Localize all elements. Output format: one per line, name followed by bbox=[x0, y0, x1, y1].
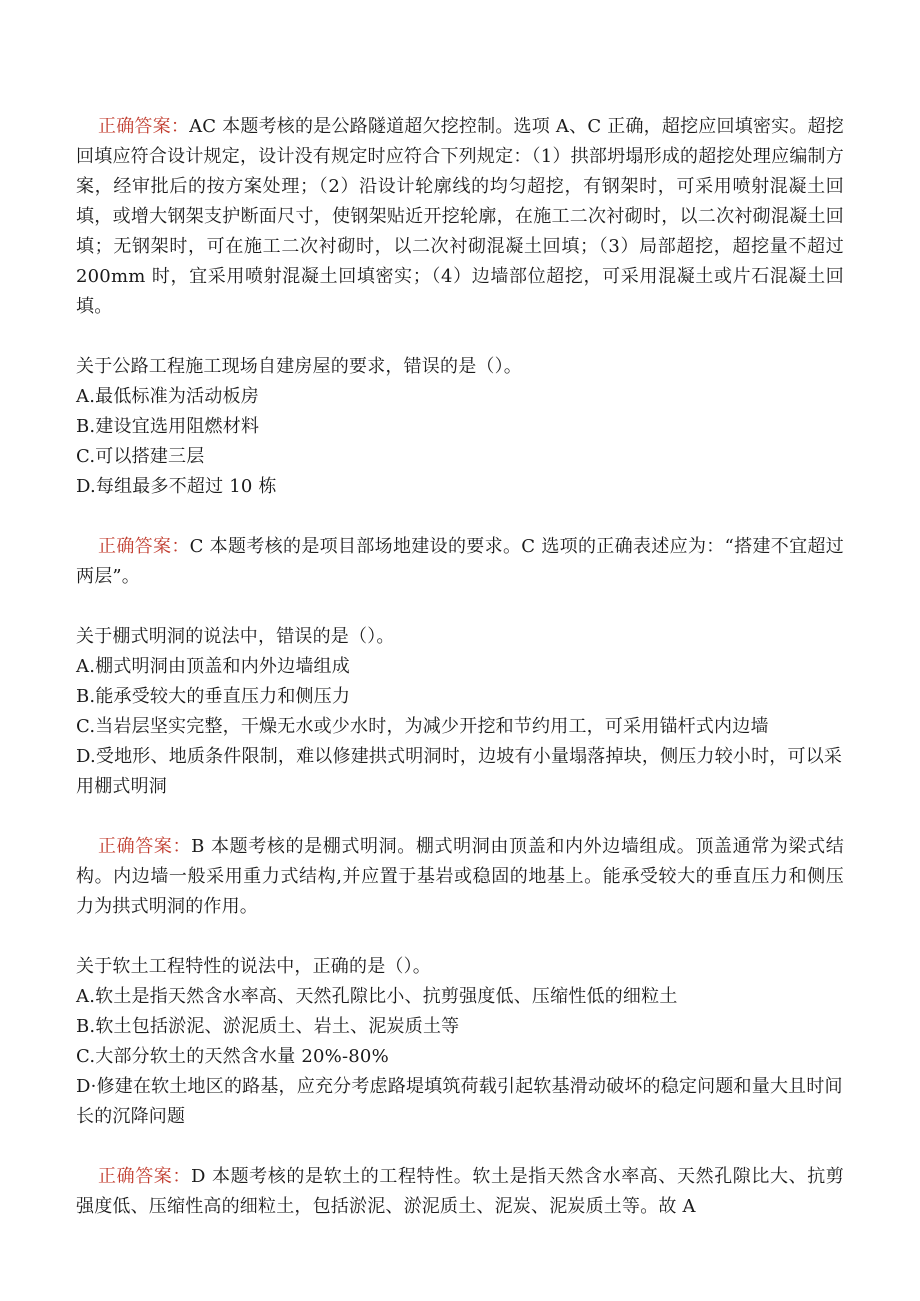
document-page bbox=[76, 112, 844, 1222]
option-c: C.可以搭建三层 bbox=[76, 446, 205, 467]
answer-label: 正确答案： bbox=[98, 116, 190, 137]
question-text: 关于软土工程特性的说法中，正确的是（）。 bbox=[76, 956, 431, 977]
question-block-2 bbox=[76, 622, 844, 802]
option-d: D.受地形、地质条件限制，难以修建拱式明洞时，边坡有小量塌落掉块，侧压力较小时，可以采用棚式明洞 bbox=[76, 746, 843, 797]
question-text: 关于公路工程施工现场自建房屋的要求，错误的是（）。 bbox=[76, 356, 522, 377]
option-a: A.最低标准为活动板房 bbox=[76, 386, 259, 407]
option-c: C.大部分软土的天然含水量 20%-80% bbox=[76, 1046, 389, 1067]
answer-label: 正确答案： bbox=[98, 536, 190, 557]
answer-text: C 本题考核的是项目部场地建设的要求。C 选项的正确表述应为：“搭建不宜超过两层”。 bbox=[76, 536, 844, 587]
answer-label: 正确答案： bbox=[98, 836, 192, 857]
option-c: C.当岩层坚实完整，干燥无水或少水时，为减少开挖和节约用工，可采用锚杆式内边墙 bbox=[76, 716, 769, 737]
answer-text: AC 本题考核的是公路隧道超欠挖控制。选项 A、C 正确，超挖应回填密实。超挖回填应符合设计规定，设计没有规定时应符合下列规定：（1）拱部坍塌形成的超挖处理应编制方案，经审批后的按方案处理；（2）沿设计轮廓线的均匀超挖，有钢架时，可采用喷射混凝土回填，或增大钢架支护断面尺寸，使钢架贴近开挖轮廓，在施工二次衬砌时，以二次衬砌混凝土回填；无钢架时，可在施工二次衬砌时，以二次衬砌混凝土回填；（3）局部超挖，超挖量不超过 200mm 时，宜采用喷射混凝土回填密实；（4）边墙部位超挖，可采用混凝土或片石混凝土回填。 bbox=[76, 116, 844, 317]
answer-text: D 本题考核的是软土的工程特性。软土是指天然含水率高、天然孔隙比大、抗剪强度低、压缩性高的细粒土，包括淤泥、淤泥质土、泥炭、泥炭质土等。故 A bbox=[76, 1166, 845, 1217]
option-b: B.建设宜选用阻燃材料 bbox=[76, 416, 260, 437]
option-d: D.每组最多不超过 10 栋 bbox=[76, 476, 277, 497]
option-a: A.软土是指天然含水率高、天然孔隙比小、抗剪强度低、压缩性低的细粒土 bbox=[76, 986, 678, 1007]
option-b: B.软土包括淤泥、淤泥质土、岩土、泥炭质土等 bbox=[76, 1016, 460, 1037]
option-b: B.能承受较大的垂直压力和侧压力 bbox=[76, 686, 351, 707]
option-a: A.棚式明洞由顶盖和内外边墙组成 bbox=[76, 656, 350, 677]
answer-block-4 bbox=[76, 1162, 844, 1222]
answer-block-2 bbox=[76, 532, 844, 592]
option-d: D·修建在软土地区的路基，应充分考虑路堤填筑荷载引起软基滑动破坏的稳定问题和量大且时间长的沉降问题 bbox=[76, 1076, 843, 1127]
answer-text: B 本题考核的是棚式明洞。棚式明洞由顶盖和内外边墙组成。顶盖通常为梁式结构。内边墙一般采用重力式结构,并应置于基岩或稳固的地基上。能承受较大的垂直压力和侧压力为拱式明洞的作用。 bbox=[76, 836, 845, 917]
answer-block-3 bbox=[76, 832, 844, 922]
answer-block-1 bbox=[76, 112, 844, 322]
question-block-1 bbox=[76, 352, 844, 502]
answer-label: 正确答案： bbox=[98, 1166, 192, 1187]
question-text: 关于棚式明洞的说法中，错误的是（）。 bbox=[76, 626, 395, 647]
question-block-3 bbox=[76, 952, 844, 1132]
